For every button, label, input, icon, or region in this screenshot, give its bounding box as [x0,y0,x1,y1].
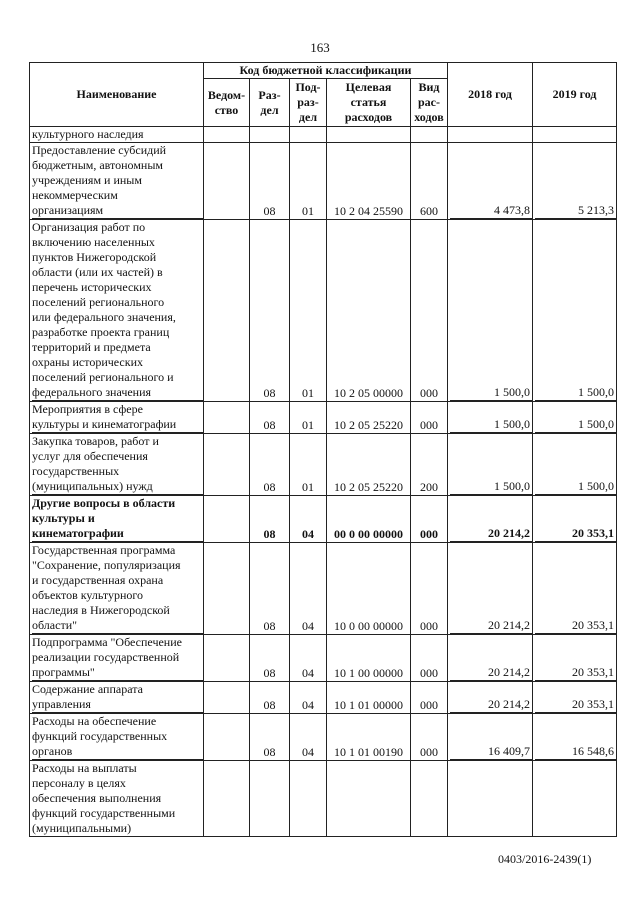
table-row [30,127,617,143]
cell-name-line: Другие вопросы в области [32,496,176,510]
table-row [30,543,617,635]
cell-name [30,496,204,543]
cell-name-line: (муниципальных) нужд [32,479,203,495]
table-row [30,635,617,682]
amount-value: 5 213,3 [535,203,617,219]
header-line: Раз- [258,87,281,102]
cell-section: 08 [250,635,290,682]
amount-value: 1 500,0 [535,385,617,401]
amount-value: 16 548,6 [535,744,617,760]
cell-name-line: Государственная программа [32,543,176,557]
cell-dept [204,761,250,837]
cell-dept [204,434,250,496]
cell-name-line: функций государственных [32,729,168,743]
cell-section: 08 [250,714,290,761]
cell-section: 08 [250,682,290,714]
cell-target: 10 2 05 00000 [327,220,411,402]
cell-name [30,220,204,402]
table-row [30,496,617,543]
cell-target [327,127,411,143]
cell-dept [204,127,250,143]
col-header-name: Наименование [30,63,204,127]
cell-name-line: Подпрограмма "Обеспечение [32,635,182,649]
cell-subsection: 01 [290,402,327,434]
cell-target: 10 1 01 00000 [327,682,411,714]
cell-section: 08 [250,143,290,220]
col-header-group: Код бюджетной классификации [204,63,448,79]
cell-2019 [533,220,617,402]
cell-2018 [448,761,533,837]
cell-name-line: культуры и кинематографии [32,417,203,433]
cell-dept [204,220,250,402]
col-header-section [250,79,290,127]
cell-name-line: программы" [32,665,203,681]
table-body [30,127,617,837]
cell-kind: 000 [411,402,448,434]
cell-name-line: культурного наследия [32,127,144,141]
amount-value: 4 473,8 [450,203,533,219]
cell-name-line: наследия в Нижегородской [32,603,170,617]
amount-value: 20 214,2 [450,697,533,713]
cell-section [250,127,290,143]
cell-name-line: области" [32,618,203,634]
cell-2018 [448,682,533,714]
amount-value: 16 409,7 [450,744,533,760]
cell-name-line: некоммерческим [32,188,118,202]
cell-kind: 000 [411,220,448,402]
header-line: дел [298,110,318,124]
cell-dept [204,682,250,714]
cell-kind [411,127,448,143]
cell-section: 08 [250,496,290,543]
cell-name-line: органов [32,744,203,760]
cell-kind: 000 [411,682,448,714]
cell-name-line: Предоставление субсидий [32,143,167,157]
cell-kind: 000 [411,714,448,761]
cell-dept [204,402,250,434]
cell-name-line: Расходы на выплаты [32,761,137,775]
table-row [30,402,617,434]
amount-value: 20 214,2 [450,665,533,681]
col-header-target [327,79,411,127]
amount-value: 20 353,1 [535,697,617,713]
cell-name [30,714,204,761]
cell-name-line: учреждениям и иным [32,173,142,187]
cell-name-line: культуры и [32,511,95,525]
cell-dept [204,496,250,543]
cell-dept [204,543,250,635]
cell-name [30,761,204,837]
cell-subsection: 04 [290,635,327,682]
cell-2018 [448,434,533,496]
cell-subsection: 01 [290,434,327,496]
cell-name-line: перечень исторических [32,280,152,294]
cell-2018 [448,635,533,682]
cell-section: 08 [250,402,290,434]
cell-section: 08 [250,434,290,496]
cell-name-line: пунктов Нижегородской [32,250,157,264]
cell-name-line: поселений регионального и [32,370,174,384]
cell-subsection: 01 [290,143,327,220]
cell-2019 [533,682,617,714]
cell-name-line: Мероприятия в сфере [32,402,143,416]
table-row [30,143,617,220]
header-line: Под- [295,80,321,94]
cell-name-line: разработке проекта границ [32,325,170,339]
cell-name-line: области (или их частей) в [32,265,163,279]
cell-name-line: охраны исторических [32,355,144,369]
header-line: Вид [418,80,440,94]
document-code: 0403/2016-2439(1) [498,852,592,866]
table-row [30,220,617,402]
budget-table [29,62,617,837]
cell-name-line: обеспечения выполнения [32,791,162,805]
amount-value: 20 353,1 [535,618,617,634]
cell-subsection: 04 [290,714,327,761]
cell-name-line: поселений регионального [32,295,165,309]
cell-name [30,635,204,682]
header-line: ходов [414,110,444,124]
cell-target: 00 0 00 00000 [327,496,411,543]
cell-section: 08 [250,543,290,635]
cell-2019 [533,434,617,496]
cell-name [30,127,204,143]
table-row [30,434,617,496]
cell-name [30,434,204,496]
header-line: рас- [418,95,440,109]
cell-target: 10 1 00 00000 [327,635,411,682]
cell-2019 [533,143,617,220]
cell-kind: 000 [411,635,448,682]
cell-subsection: 04 [290,682,327,714]
cell-name-line: реализации государственной [32,650,180,664]
amount-value: 20 353,1 [535,665,617,681]
cell-name-line: бюджетным, автономным [32,158,163,172]
cell-target: 10 2 04 25590 [327,143,411,220]
cell-target: 10 2 05 25220 [327,402,411,434]
cell-2019 [533,714,617,761]
amount-value: 20 214,2 [450,526,533,542]
cell-2019 [533,402,617,434]
cell-kind: 200 [411,434,448,496]
cell-2018 [448,714,533,761]
cell-2018 [448,127,533,143]
cell-name [30,402,204,434]
cell-subsection: 01 [290,220,327,402]
cell-2019 [533,635,617,682]
amount-value: 1 500,0 [450,385,533,401]
cell-name-line: федерального значения [32,385,203,401]
cell-dept [204,714,250,761]
page-number: 163 [310,40,330,55]
cell-name-line: включению населенных [32,235,155,249]
cell-name-line: управления [32,697,203,713]
cell-name-line: Содержание аппарата [32,682,143,696]
table-row [30,761,617,837]
cell-2019 [533,496,617,543]
cell-target: 10 1 01 00190 [327,714,411,761]
cell-name-line: (муниципальными) [32,821,132,835]
cell-name-line: кинематографии [32,526,203,542]
col-header-2018: 2018 год [448,63,533,127]
cell-target: 10 2 05 25220 [327,434,411,496]
table-row [30,682,617,714]
cell-section [250,761,290,837]
cell-kind: 000 [411,496,448,543]
col-header-2019: 2019 год [533,63,617,127]
cell-subsection [290,761,327,837]
cell-name-line: организациям [32,203,203,219]
cell-name [30,143,204,220]
cell-2018 [448,496,533,543]
cell-2018 [448,402,533,434]
cell-dept [204,635,250,682]
cell-subsection [290,127,327,143]
cell-2019 [533,761,617,837]
cell-subsection: 04 [290,496,327,543]
cell-name-line: и государственная охрана [32,573,164,587]
header-line: статья [350,95,387,109]
amount-value: 20 214,2 [450,618,533,634]
col-header-dept [204,79,250,127]
table-row [30,714,617,761]
header-line: расходов [344,110,393,124]
header-line: Целевая [345,80,392,94]
cell-name [30,543,204,635]
cell-target [327,761,411,837]
cell-section: 08 [250,220,290,402]
cell-2019 [533,543,617,635]
cell-2018 [448,220,533,402]
cell-2019 [533,127,617,143]
cell-name [30,682,204,714]
amount-value: 1 500,0 [535,417,617,433]
cell-name-line: "Сохранение, популяризация [32,558,181,572]
cell-2018 [448,143,533,220]
amount-value: 1 500,0 [450,417,533,433]
cell-name-line: или федерального значения, [32,310,176,324]
cell-subsection: 04 [290,543,327,635]
header-line: раз- [297,95,319,109]
col-header-subsection [290,79,327,127]
cell-name-line: Закупка товаров, работ и [32,434,159,448]
cell-name-line: государственных [32,464,120,478]
cell-name-line: функций государственными [32,806,176,820]
cell-target: 10 0 00 00000 [327,543,411,635]
header-line: ство [214,102,239,117]
amount-value: 1 500,0 [450,479,533,495]
cell-2018 [448,543,533,635]
cell-dept [204,143,250,220]
cell-name-line: услуг для обеспечения [32,449,148,463]
amount-value: 20 353,1 [535,526,617,542]
col-header-kind [411,79,448,127]
cell-name-line: территорий и предмета [32,340,151,354]
cell-kind: 600 [411,143,448,220]
cell-kind: 000 [411,543,448,635]
cell-name-line: Расходы на обеспечение [32,714,157,728]
cell-name-line: Организация работ по [32,220,146,234]
cell-name-line: объектов культурного [32,588,144,602]
cell-name-line: персоналу в целях [32,776,126,790]
header-line: Ведом- [207,87,246,102]
header-line: дел [260,102,279,117]
amount-value: 1 500,0 [535,479,617,495]
cell-kind [411,761,448,837]
